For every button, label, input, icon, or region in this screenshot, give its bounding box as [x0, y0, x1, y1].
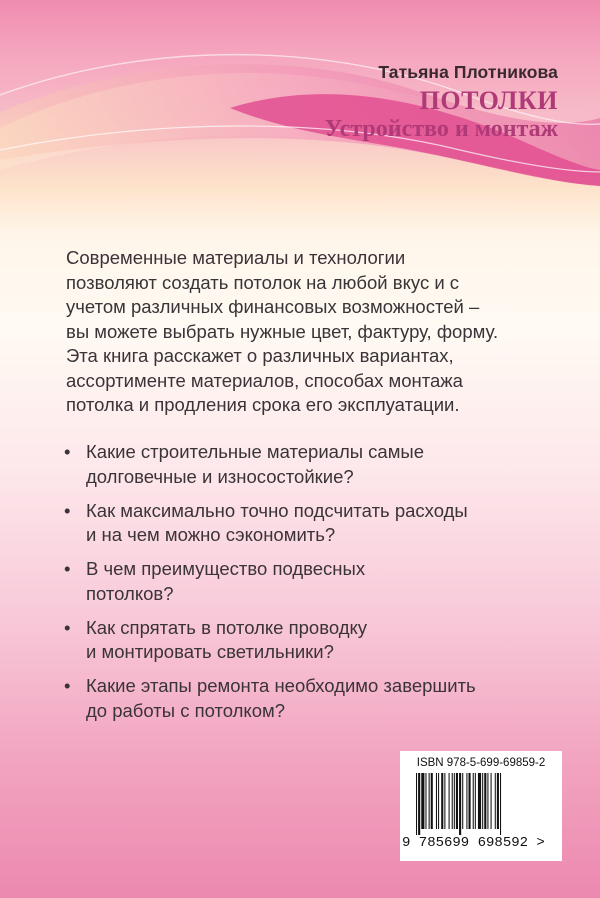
intro-line: Эта книга расскажет о различных вариантах,: [66, 345, 454, 366]
author-name: Татьяна Плотникова: [378, 62, 558, 82]
list-item: [62, 440, 582, 489]
question-line: Какие строительные материалы самые: [86, 441, 425, 462]
list-item: [62, 616, 582, 665]
isbn-barcode-box: [400, 751, 562, 861]
intro-line: учетом различных финансовых возможностей –: [66, 296, 480, 317]
list-item: [62, 557, 582, 606]
question-line: потолков?: [86, 582, 174, 604]
bullet-icon: •: [64, 441, 71, 462]
question-line: Какие этапы ремонта необходимо завершить: [86, 675, 476, 696]
question-line: и монтировать светильники?: [86, 641, 334, 662]
book-subtitle: Устройство и монтаж: [324, 116, 558, 142]
intro-paragraph: [66, 246, 566, 418]
question-line: В чем преимущество подвесных: [86, 558, 366, 579]
bullet-icon: •: [64, 675, 71, 696]
bullet-icon: •: [64, 616, 71, 638]
barcode-icon: [416, 773, 548, 835]
list-item: [62, 674, 582, 723]
intro-line: ассортименте материалов, способах монтажа: [66, 369, 463, 391]
intro-line: вы можете выбрать нужные цвет, фактуру, форму.: [66, 320, 499, 342]
book-title: ПОТОЛКИ: [419, 86, 558, 115]
barcode-digits: 9 785699 698592 >: [402, 835, 545, 851]
bullet-icon: •: [64, 558, 71, 579]
question-line: Как максимально точно подсчитать расходы: [86, 499, 468, 521]
questions-list: [62, 440, 582, 733]
intro-line: потолка и продления срока его эксплуатации.: [66, 394, 460, 415]
question-line: и на чем можно сэкономить?: [86, 524, 336, 545]
bullet-icon: •: [64, 499, 71, 521]
question-line: долговечные и износостойкие?: [86, 465, 354, 487]
intro-line: Современные материалы и технологии: [66, 247, 406, 268]
list-item: [62, 499, 582, 548]
intro-line: позволяют создать потолок на любой вкус и с: [66, 271, 460, 293]
question-line: Как спрятать в потолке проводку: [86, 616, 368, 638]
question-line: до работы с потолком?: [86, 699, 286, 721]
isbn-number: ISBN 978-5-699-69859-2: [416, 757, 546, 769]
